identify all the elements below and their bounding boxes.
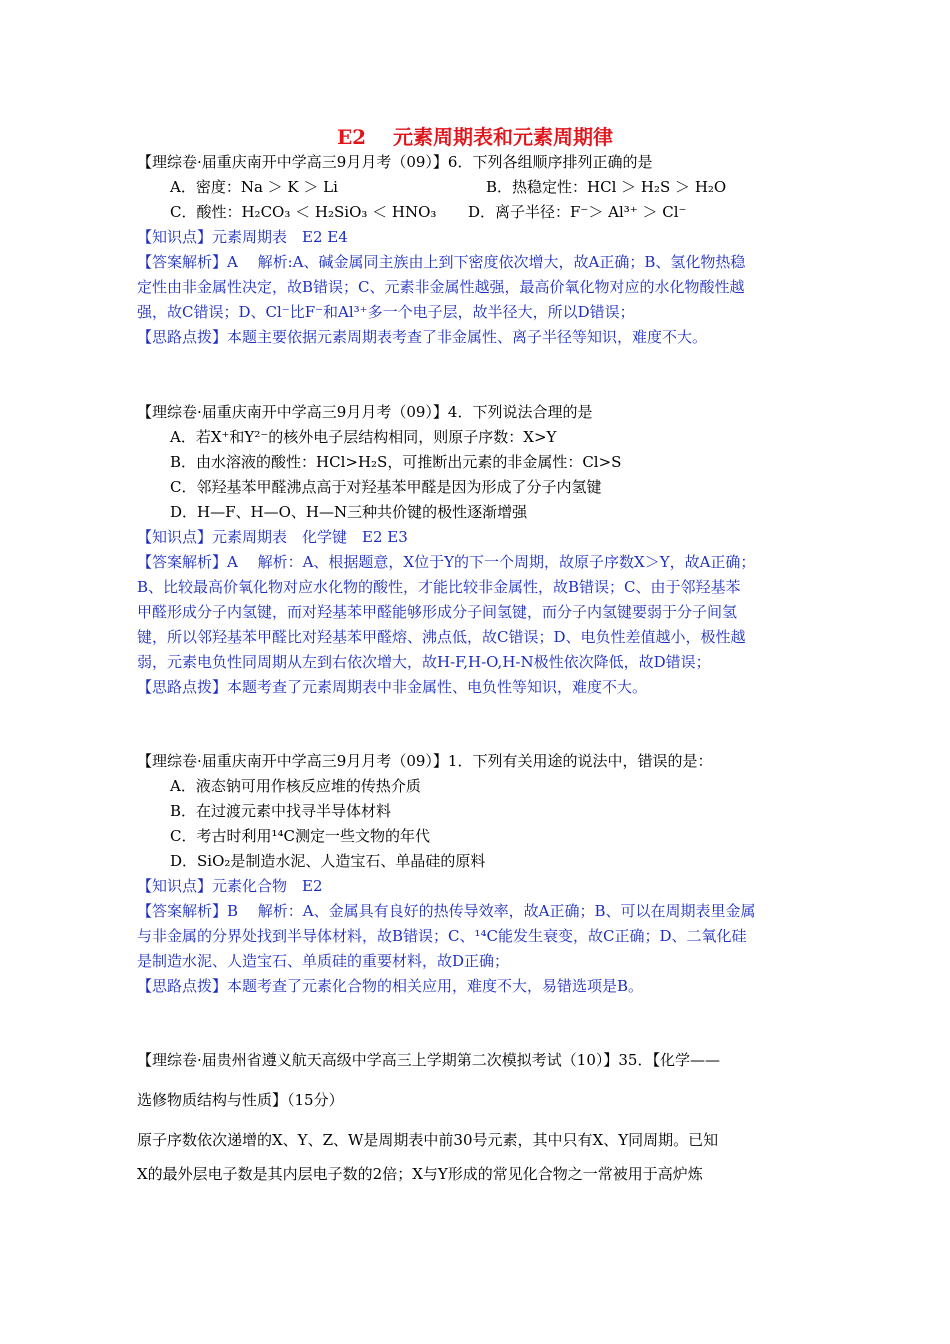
q1-answer-line: 定性由非金属性决定，故B错误；C、元素非金属性越强，最高价氧化物对应的水化物酸性越 [137, 278, 745, 296]
q1-header: 【理综卷·届重庆南开中学高三9月月考（09）】6．下列各组顺序排列正确的是 [137, 153, 653, 171]
q1-knowledge: 【知识点】元素周期表 E2 E4 [137, 228, 348, 246]
q3-option: D．SiO₂是制造水泥、人造宝石、单晶硅的原料 [170, 852, 486, 870]
q1-option-d: D．离子半径：F⁻＞ Al³⁺ ＞ Cl⁻ [468, 203, 687, 221]
q1-answer-line: 【答案解析】A 解析:A、碱金属同主族由上到下密度依次增大，故A正确；B、氢化物热稳 [137, 253, 746, 271]
q1-option-b: B．热稳定性：HCl ＞ H₂S ＞ H₂O [486, 178, 727, 196]
q3-option: C．考古时利用¹⁴C测定一些文物的年代 [170, 827, 430, 845]
q3-option: B．在过渡元素中找寻半导体材料 [170, 802, 392, 820]
q1-tip: 【思路点拨】本题主要依据元素周期表考查了非金属性、离子半径等知识，难度不大。 [137, 328, 708, 346]
q4-line: 原子序数依次递增的X、Y、Z、W是周期表中前30号元素，其中只有X、Y同周期。已知 [137, 1131, 719, 1149]
page-title: E2 元素周期表和元素周期律 [336, 125, 614, 149]
q3-answer-line: 与非金属的分界处找到半导体材料，故B错误；C、¹⁴C能发生衰变，故C正确；D、二氧化硅 [137, 927, 747, 945]
q3-header: 【理综卷·届重庆南开中学高三9月月考（09）】1．下列有关用途的说法中，错误的是： [137, 752, 713, 770]
q4-line: 【理综卷·届贵州省遵义航天高级中学高三上学期第二次模拟考试（10）】35．【化学—— [137, 1051, 720, 1069]
q2-tip: 【思路点拨】本题考查了元素周期表中非金属性、电负性等知识，难度不大。 [137, 678, 648, 696]
q3-tip: 【思路点拨】本题考查了元素化合物的相关应用，难度不大，易错选项是B。 [137, 977, 644, 995]
q3-answer-line: 是制造水泥、人造宝石、单质硅的重要材料，故D正确； [137, 952, 510, 970]
q2-option: A．若X⁺和Y²⁻的核外电子层结构相同，则原子序数：X>Y [170, 428, 557, 446]
q2-answer-line: 键，所以邻羟基苯甲醛比对羟基苯甲醛熔、沸点低，故C错误；D、电负性差值越小，极性越 [137, 628, 746, 646]
q2-answer-line: 甲醛形成分子内氢键，而对羟基苯甲醛能够形成分子间氢键，而分子内氢键要弱于分子间氢 [137, 603, 738, 621]
q2-answer-line: 弱，元素电负性同周期从左到右依次增大，故H-F,H-O,H-N极性依次降低，故D错误； [137, 653, 711, 671]
q4-line: X的最外层电子数是其内层电子数的2倍；X与Y形成的常见化合物之一常被用于高炉炼 [137, 1165, 703, 1183]
q2-knowledge: 【知识点】元素周期表 化学键 E2 E3 [137, 528, 408, 546]
q2-header: 【理综卷·届重庆南开中学高三9月月考（09）】4．下列说法合理的是 [137, 403, 593, 421]
q2-option: D．H—F、H—O、H—N三种共价键的极性逐渐增强 [170, 503, 528, 521]
q3-knowledge: 【知识点】元素化合物 E2 [137, 877, 323, 895]
q1-option-a: A．密度：Na ＞ K ＞ Li [170, 178, 338, 196]
q3-option: A．液态钠可用作核反应堆的传热介质 [170, 777, 421, 795]
q3-answer-line: 【答案解析】B 解析：A、金属具有良好的热传导效率，故A正确；B、可以在周期表里金属 [137, 902, 756, 920]
q1-option-c: C．酸性：H₂CO₃ ＜ H₂SiO₃ ＜ HNO₃ [170, 203, 437, 221]
q2-option: C．邻羟基苯甲醛沸点高于对羟基苯甲醛是因为形成了分子内氢键 [170, 478, 602, 496]
q4-line: 选修物质结构与性质】（15分） [137, 1091, 344, 1109]
q2-answer-line: B、比较最高价氧化物对应水化物的酸性，才能比较非金属性，故B错误；C、由于邻羟基苯 [137, 578, 741, 596]
q2-answer-line: 【答案解析】A 解析：A、根据题意，X位于Y的下一个周期，故原子序数X＞Y，故A正确； [137, 553, 756, 571]
q1-answer-line: 强，故C错误；D、Cl⁻比F⁻和Al³⁺多一个电子层，故半径大，所以D错误； [137, 303, 635, 321]
q2-option: B．由水溶液的酸性：HCl>H₂S，可推断出元素的非金属性：Cl>S [170, 453, 622, 471]
